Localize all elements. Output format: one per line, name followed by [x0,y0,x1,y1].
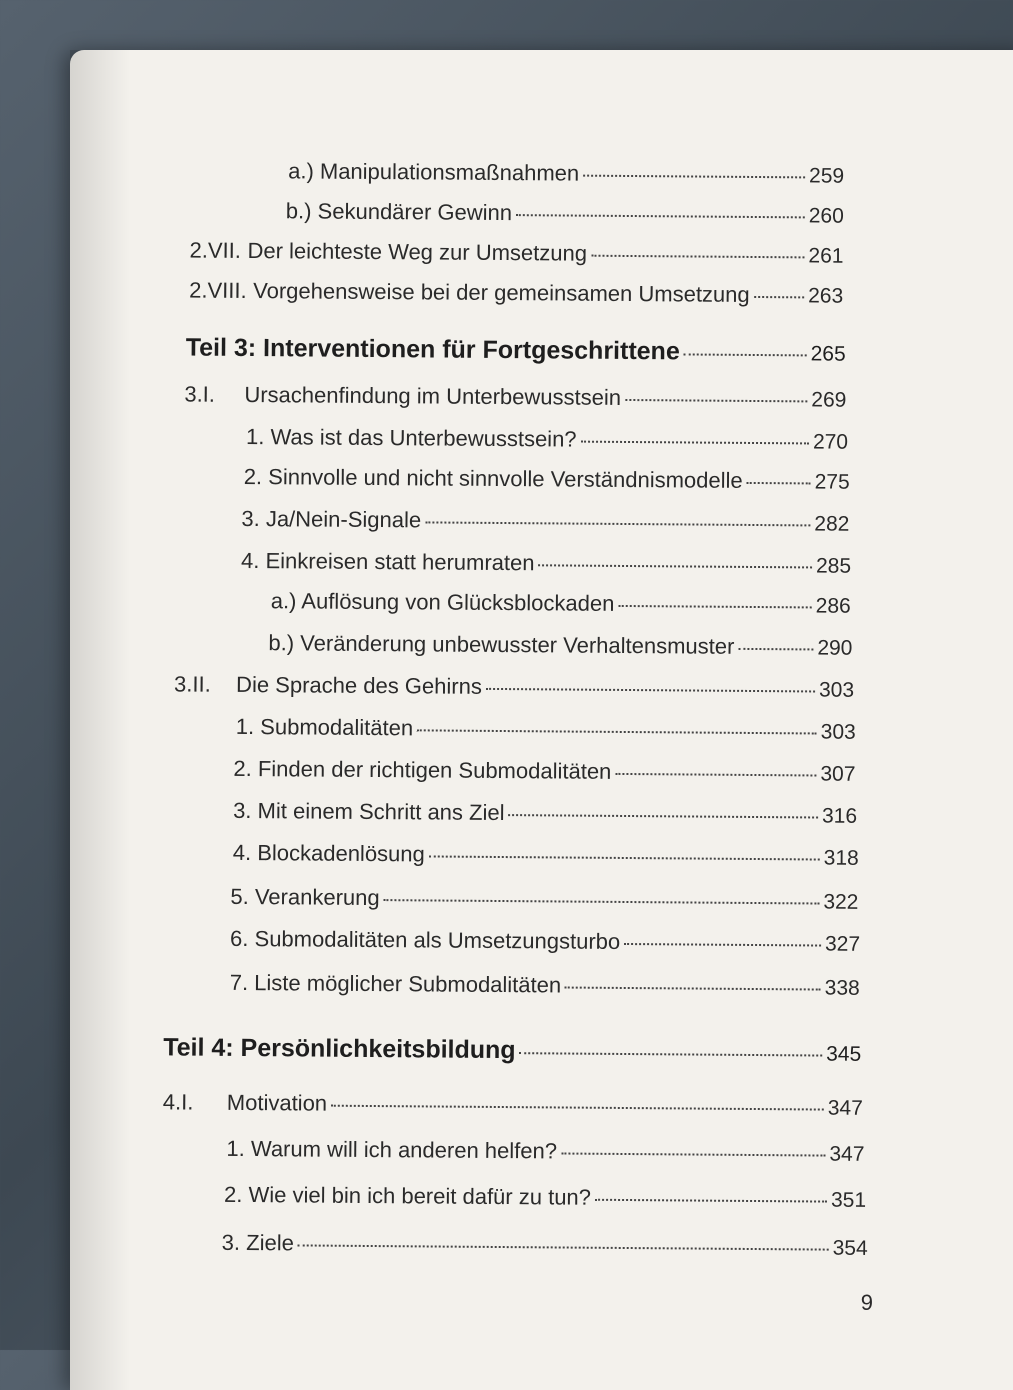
toc-part-heading [163,1033,861,1067]
toc-entry-title: 3. Ziele [221,1229,294,1256]
leader-dots [486,688,815,693]
toc-entry-page: 259 [808,164,845,188]
toc-entry-title: Teil 3: Interventionen für Fortgeschrittene [185,333,680,366]
toc-entry [184,382,846,413]
toc-entry-page: 270 [812,430,849,454]
toc-entry [244,464,850,495]
toc-entry-number: 3.I. [184,381,216,407]
leader-dots [615,773,816,777]
toc-entry [222,1230,868,1261]
toc-entry-number: 4.I. [162,1089,194,1115]
toc-entry-title: 1. Was ist das Unterbewusstsein? [245,423,577,452]
toc-entry-title: 6. Submodalitäten als Umsetzungsturbo [230,925,621,954]
leader-dots [539,564,812,568]
toc-entry-page: 282 [814,512,850,536]
toc-entry-title: 2. Sinnvolle und nicht sinnvolle Verständnismodelle [243,463,743,493]
leader-dots [624,943,821,947]
toc-entry-page: 351 [830,1188,867,1212]
toc-entry-page: 316 [821,804,858,828]
toc-entry-page: 338 [824,976,860,1000]
toc-entry-page: 265 [810,342,846,366]
toc-entry-title: a.) Manipulationsmaßnahmen [288,158,580,186]
toc-entry-title: Teil 4: Persönlichkeitsbildung [163,1033,516,1065]
toc-entry [230,970,860,1001]
toc-entry-title: Der leichteste Weg zur Umsetzung [247,238,588,266]
toc-entry-title: b.) Veränderung unbewusster Verhaltensmuster [268,630,735,659]
leader-dots [581,441,809,445]
toc-entry [233,756,855,787]
toc-entry-page: 347 [829,1142,865,1166]
leader-dots [561,1152,825,1156]
leader-dots [417,729,817,734]
leader-dots [331,1105,824,1111]
toc-entry [246,424,848,455]
toc-entry [271,588,851,619]
leader-dots [425,521,810,526]
leader-dots [516,214,805,218]
toc-entry-page: 263 [808,284,844,308]
toc-entry [268,630,852,661]
toc-entry-page: 354 [832,1236,868,1260]
toc-entry-page: 269 [811,388,847,412]
toc-entry-number: 2.VII. [189,237,241,263]
leader-dots [298,1244,829,1250]
toc-entry-page: 347 [827,1096,863,1120]
toc-entry [230,884,858,915]
toc-entry [163,1089,863,1120]
leader-dots [625,399,807,402]
toc-entry [241,506,849,537]
leader-dots [384,899,820,904]
leader-dots [618,605,811,609]
toc-entry-title: 2. Finden der richtigen Submodalitäten [233,755,612,784]
toc-entry-page: 303 [818,678,855,702]
toc-entry-title: 1. Warum will ich anderen helfen? [226,1135,558,1164]
toc-entry [241,548,851,579]
toc-entry-page: 307 [820,762,856,786]
toc-entry [233,840,859,871]
toc-entry-number: 2.VIII. [189,277,247,303]
toc-entry-number: 3.II. [174,671,211,697]
toc-entry-page: 275 [814,470,850,494]
toc-entry-title: a.) Auflösung von Glücksblockaden [270,588,615,616]
leader-dots [429,855,820,860]
toc-entry [286,198,844,228]
toc-entry-title: 4. Einkreisen statt herumraten [240,547,535,576]
toc-entry-page: 286 [815,594,851,618]
toc-entry-title: 7. Liste möglicher Submodalitäten [229,969,562,998]
leader-dots [583,175,805,179]
leader-dots [738,648,813,651]
toc-entry-page: 285 [815,554,852,578]
leader-dots [747,482,811,485]
leader-dots [520,1052,823,1056]
toc-entry-page: 303 [820,720,856,744]
page-number: 9 [860,1290,873,1315]
toc-entry-title: 5. Verankerung [230,883,380,911]
toc-entry-title: Die Sprache des Gehirns [236,671,483,699]
toc-entry [230,926,860,957]
toc-entry-page: 327 [824,932,861,956]
toc-entry [288,158,844,188]
leader-dots [684,353,807,356]
toc-entry [233,798,857,829]
toc-entry [174,671,854,702]
toc-entry-title: Motivation [226,1089,328,1116]
toc-entry-page: 345 [826,1042,862,1066]
leader-dots [591,255,804,259]
leader-dots [565,987,821,991]
toc-part-heading [186,334,846,368]
leader-dots [595,1199,827,1203]
toc-entry-title: Vorgehensweise bei der gemeinsamen Umsetzung [253,278,750,307]
toc-entry [236,714,856,745]
toc-entry-page: 322 [823,890,859,914]
leader-dots [509,814,819,818]
toc-entry [189,238,843,269]
toc-entry-page: 290 [817,636,853,660]
toc-entry-page: 260 [808,204,844,228]
toc-entry [226,1136,864,1167]
toc-entry-title: 3. Mit einem Schritt ans Ziel [233,797,505,826]
leader-dots [754,296,804,298]
toc-entry [224,1182,866,1213]
toc-entry-title: Ursachenfindung im Unterbewusstsein [244,381,622,410]
toc-entry-page: 261 [808,244,844,268]
toc-entry-title: 3. Ja/Nein-Signale [241,505,422,533]
toc-entry-title: 2. Wie viel bin ich bereit dafür zu tun? [224,1181,592,1210]
toc-entry-title: 1. Submodalitäten [235,713,414,741]
toc-entry-page: 318 [823,846,859,870]
toc-entry-title: 4. Blockadenlösung [232,839,425,867]
toc-entry-title: b.) Sekundärer Gewinn [285,198,513,226]
toc-entry [189,278,843,309]
